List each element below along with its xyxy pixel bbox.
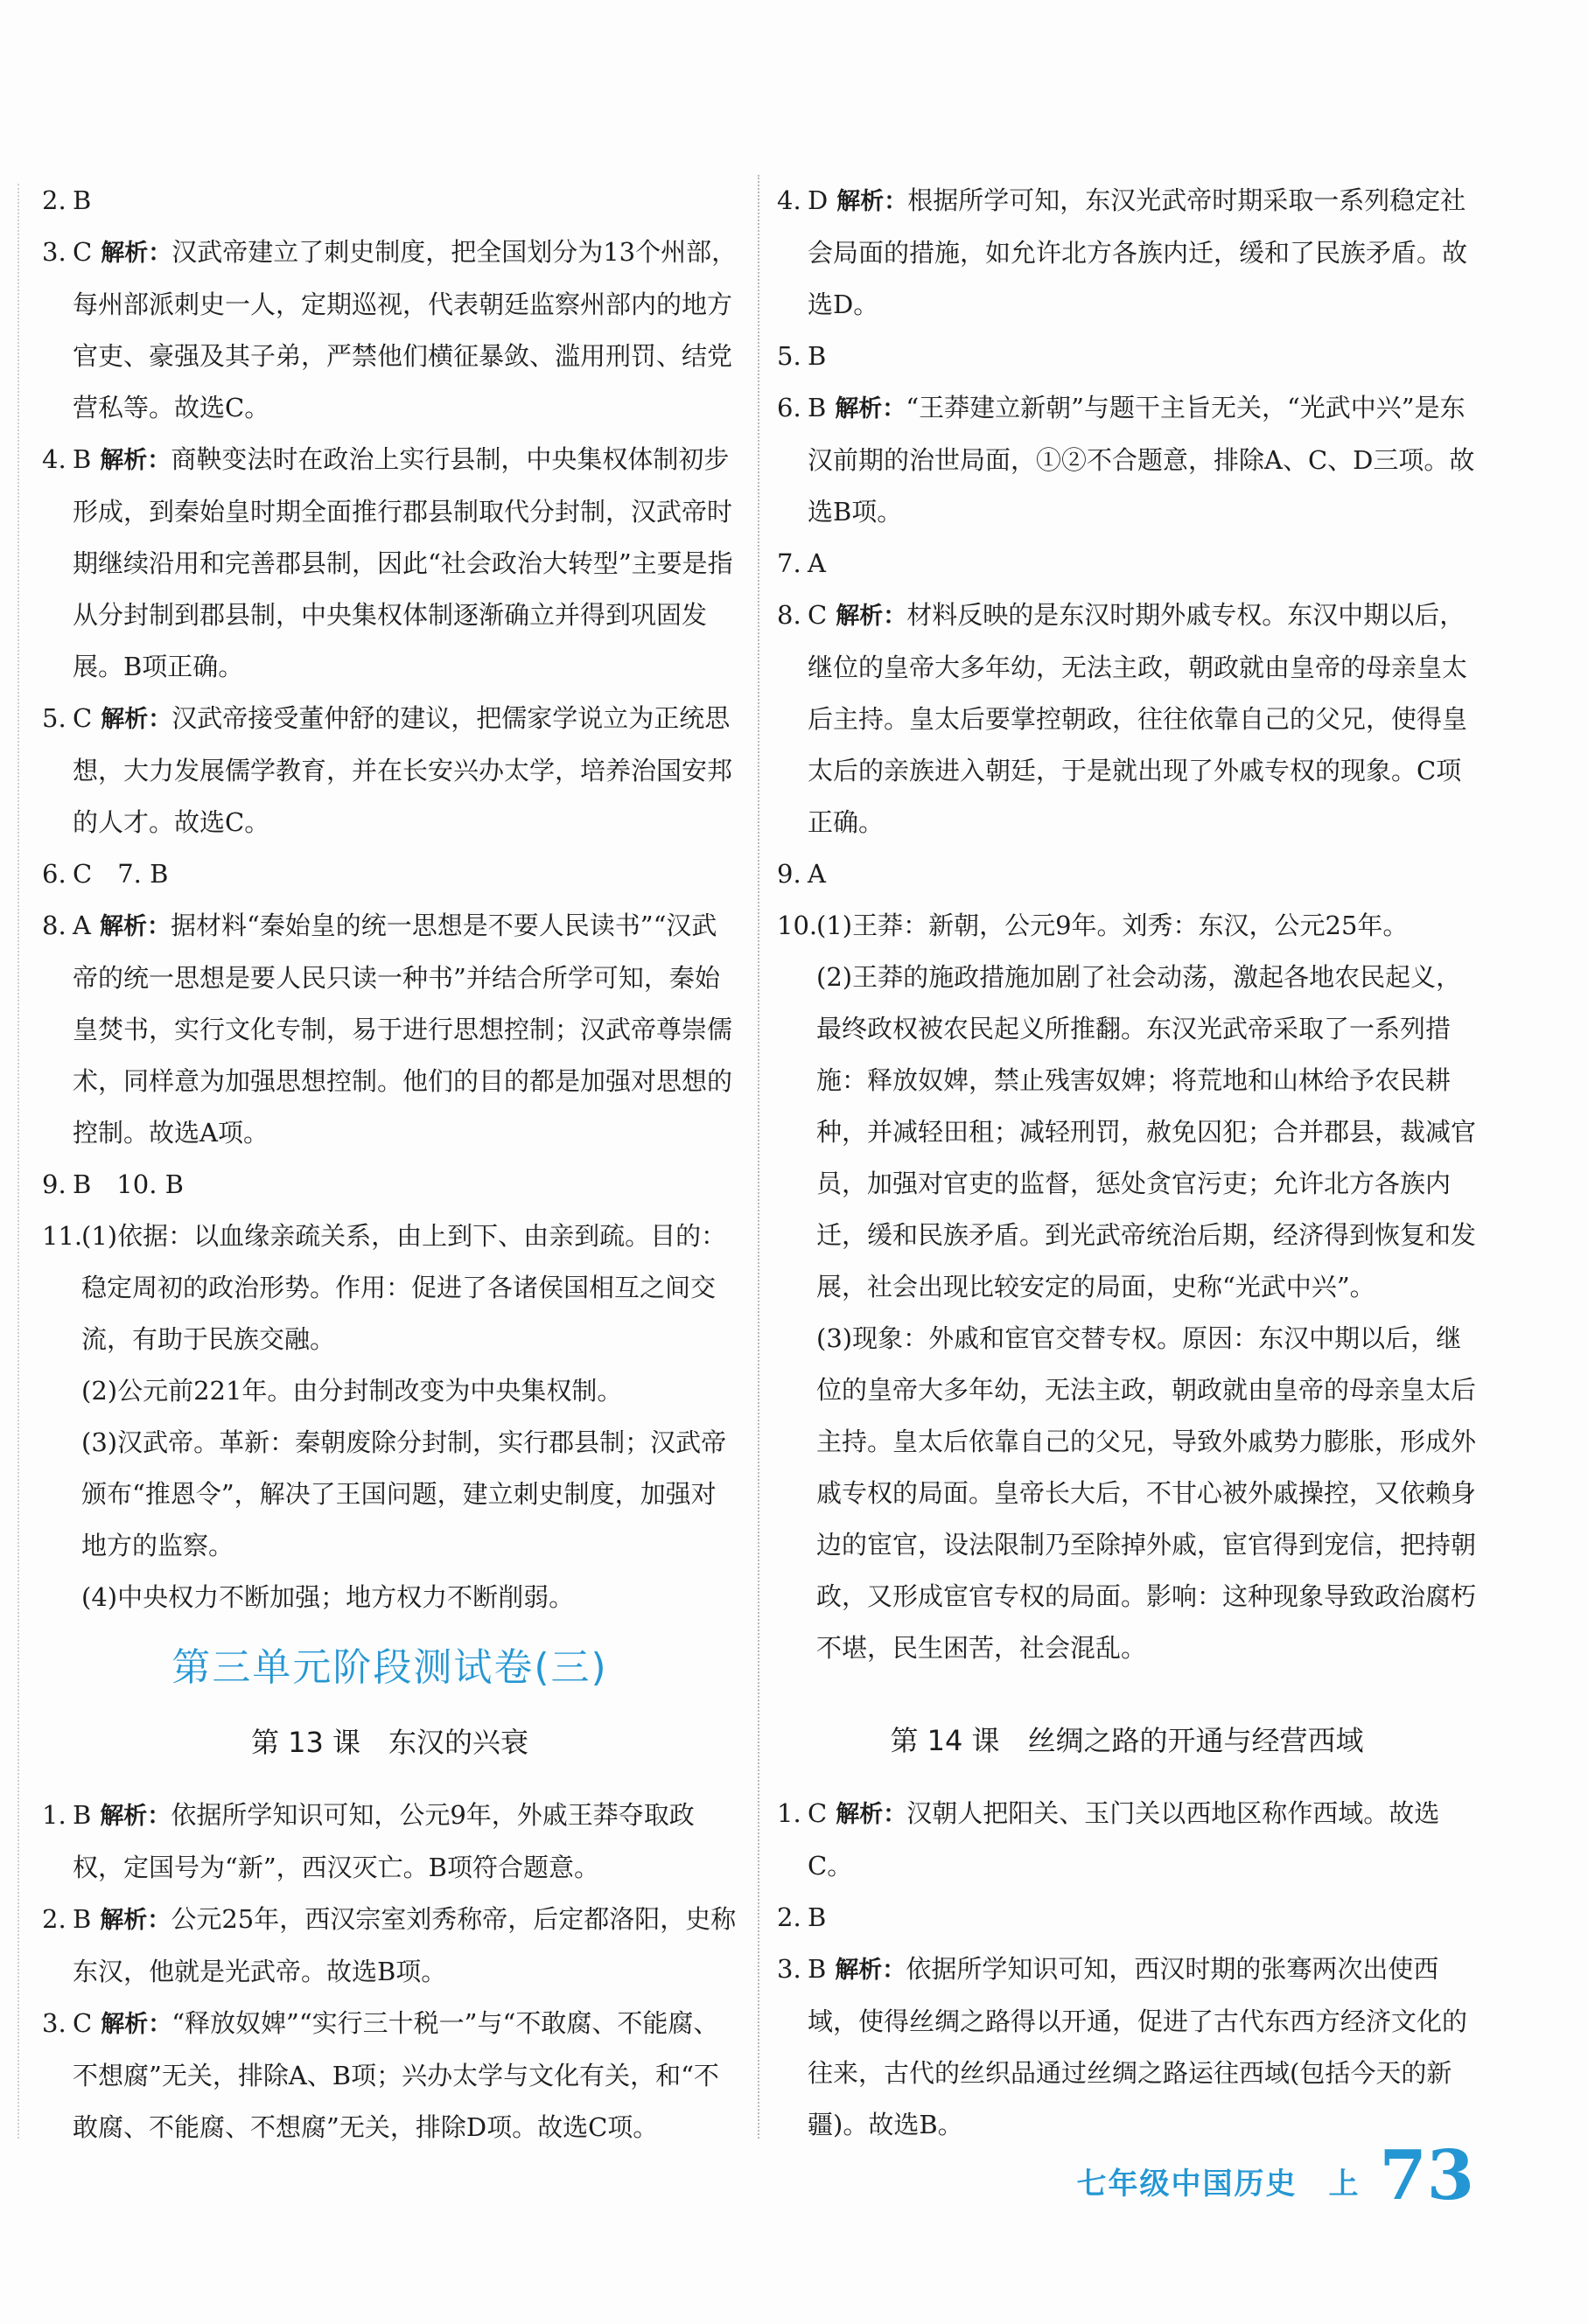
margin-rule (17, 184, 19, 2139)
answer-part: (2)王莽的施政措施加剧了社会动荡，激起各地农民起义，最终政权被农民起义所推翻。东汉光武帝采取了一系列措施：释放奴婢，禁止残害奴婢；将荒地和山林给予农民耕种，并减轻田租；减轻刑罚，赦免囚犯；合并郡县，裁减官员，加强对官吏的监督，惩处贪官污吏；允许北方各族内迁，缓和民族矛盾。到光武帝统治后期，经济得到恢复和发展，社会出现比较安定的局面，史称“光武中兴”。 (816, 962, 1477, 1302)
answer-item: 2. B (42, 185, 92, 215)
answer-part: (4)中央权力不断加强；地方权力不断削弱。 (81, 1582, 575, 1612)
right-column (777, 175, 1477, 2151)
answer-part: (1)依据：以血缘亲疏关系，由上到下、由亲到疏。目的：稳定周初的政治形势。作用：促进了各诸侯国相互之间交流，有助于民族交融。 (81, 1221, 727, 1354)
analysis-label: 解析： (100, 447, 171, 474)
analysis-label: 解析： (100, 1803, 171, 1830)
analysis-label: 解析： (835, 395, 906, 422)
answer-item: 9. A (777, 859, 826, 889)
book-label: 七年级中国历史 上 (1076, 2167, 1361, 2202)
analysis-label: 解析： (99, 913, 171, 940)
answer-item: 2. B (777, 1902, 827, 1932)
analysis-label: 解析： (836, 1801, 907, 1828)
analysis-label: 解析： (836, 188, 908, 215)
answer-part: (1)王莽：新朝，公元9年。刘秀：东汉，公元25年。 (816, 911, 1409, 940)
lesson-title: 第 14 课 丝绸之路的开通与经营西域 (890, 1724, 1364, 1757)
lesson-title: 第 13 课 东汉的兴衰 (250, 1726, 529, 1759)
analysis-label: 解析： (836, 603, 907, 630)
analysis-label: 解析： (100, 1907, 171, 1934)
answer-item: 4. B 解析：商鞅变法时在政治上实行县制，中央集权体制初步形成，到秦始皇时期全面推行郡县制取代分封制，汉武帝时期继续沿用和完善郡县制，因此“社会政治大转型”主要是指从分封制到郡县制，中央集权体制逐渐确立并得到巩固发展。B项正确。 (42, 444, 733, 681)
answer-item: 3. B 解析：依据所学知识可知，西汉时期的张骞两次出使西域，使得丝绸之路得以开通，促进了古代东西方经济文化的往来，古代的丝织品通过丝绸之路运往西域(包括今天的新疆)。故选B。 (777, 1954, 1468, 2139)
left-answers-a (42, 175, 738, 1211)
column-divider (758, 175, 759, 2139)
answer-item-11: 11. (1)依据：以血缘亲疏关系，由上到下、由亲到疏。目的：稳定周初的政治形势。作用：促进了各诸侯国相互之间交流，有助于民族交融。 (42, 1211, 738, 1365)
answer-item: 6. B 解析：“王莽建立新朝”与题干主旨无关，“光武中兴”是东汉前期的治世局面，①②不合题意，排除A、C、D三项。故选B项。 (777, 393, 1475, 527)
unit-title: 第三单元阶段测试卷(三) (171, 1645, 608, 1690)
answer-item: 2. B 解析：公元25年，西汉宗室刘秀称帝，后定都洛阳，史称东汉，他就是光武帝。故选B项。 (42, 1904, 737, 1986)
answer-item: 3. C 解析：“释放奴婢”“实行三十税一”与“不敢腐、不能腐、不想腐”无关，排除A、B项；兴办太学与文化有关，和“不敢腐、不能腐、不想腐”无关，排除D项。故选C项。 (42, 2008, 719, 2142)
answer-item: 8. A 解析：据材料“秦始皇的统一思想是不要人民读书”“汉武帝的统一思想是要人民只读一种书”并结合所学可知，秦始皇焚书，实行文化专制，易于进行思想控制；汉武帝尊崇儒术，同样意为加强思想控制。他们的目的都是加强对思想的控制。故选A项。 (42, 911, 733, 1148)
answer-item: 9. B 10. B (42, 1169, 184, 1199)
answer-item: 1. C 解析：汉朝人把阳关、玉门关以西地区称作西域。故选C。 (777, 1798, 1440, 1881)
answer-item: 8. C 解析：材料反映的是东汉时期外戚专权。东汉中期以后，继位的皇帝大多年幼，无法主政，朝政就由皇帝的母亲皇太后主持。皇太后要掌控朝政，往往依靠自己的父兄，使得皇太后的亲族进入朝廷，于是就出现了外戚专权的现象。C项正确。 (777, 600, 1468, 837)
analysis-label: 解析： (101, 2011, 172, 2038)
analysis-label: 解析： (835, 1957, 906, 1984)
answer-item: 4. D 解析：根据所学可知，东汉光武帝时期采取一系列稳定社会局面的措施，如允许北方各族内迁，缓和了民族矛盾。故选D。 (777, 185, 1468, 319)
left-answers-b (42, 1790, 738, 2153)
left-column (42, 175, 738, 2153)
analysis-label: 解析： (101, 240, 172, 267)
answer-part: (2)公元前221年。由分封制改变为中央集权制。 (81, 1376, 623, 1406)
answer-item: 6. C 7. B (42, 859, 169, 889)
page-footer (1076, 2136, 1474, 2216)
answer-part: (3)汉武帝。革新：秦朝废除分封制，实行郡县制；汉武帝颁布“推恩令”，解决了王国问题，建立刺史制度，加强对地方的监察。 (81, 1427, 727, 1560)
answer-item: 1. B 解析：依据所学知识可知，公元9年，外戚王莽夺取政权，定国号为“新”，西汉灭亡。B项符合题意。 (42, 1800, 695, 1882)
answer-item-10: 10. (1)王莽：新朝，公元9年。刘秀：东汉，公元25年。 (777, 900, 1477, 952)
answer-item: 5. B (777, 341, 827, 371)
answer-part: (3)现象：外戚和宦官交替专权。原因：东汉中期以后，继位的皇帝大多年幼，无法主政，朝政就由皇帝的母亲皇太后主持。皇太后依靠自己的父兄，导致外戚势力膨胀，形成外戚专权的局面。皇帝长大后，不甘心被外戚操控，又依赖身边的宦官，设法限制乃至除掉外戚，宦官得到宠信，把持朝政，又形成宦官专权的局面。影响：这种现象导致政治腐朽不堪，民生困苦，社会混乱。 (816, 1323, 1477, 1663)
page-number: 73 (1379, 2136, 1474, 2216)
answer-item: 5. C 解析：汉武帝接受董仲舒的建议，把儒家学说立为正统思想，大力发展儒学教育，并在长安兴办太学，培养治国安邦的人才。故选C。 (42, 703, 733, 837)
answer-item: 3. C 解析：汉武帝建立了刺史制度，把全国划分为13个州部，每州部派刺史一人，定期巡视，代表朝廷监察州部内的地方官吏、豪强及其子弟，严禁他们横征暴敛、滥用刑罚、结党营私等。故选C。 (42, 237, 738, 422)
analysis-label: 解析： (101, 706, 172, 733)
right-answers-b (777, 1788, 1477, 2151)
right-answers-a (777, 175, 1477, 900)
answer-item: 7. A (777, 548, 826, 578)
